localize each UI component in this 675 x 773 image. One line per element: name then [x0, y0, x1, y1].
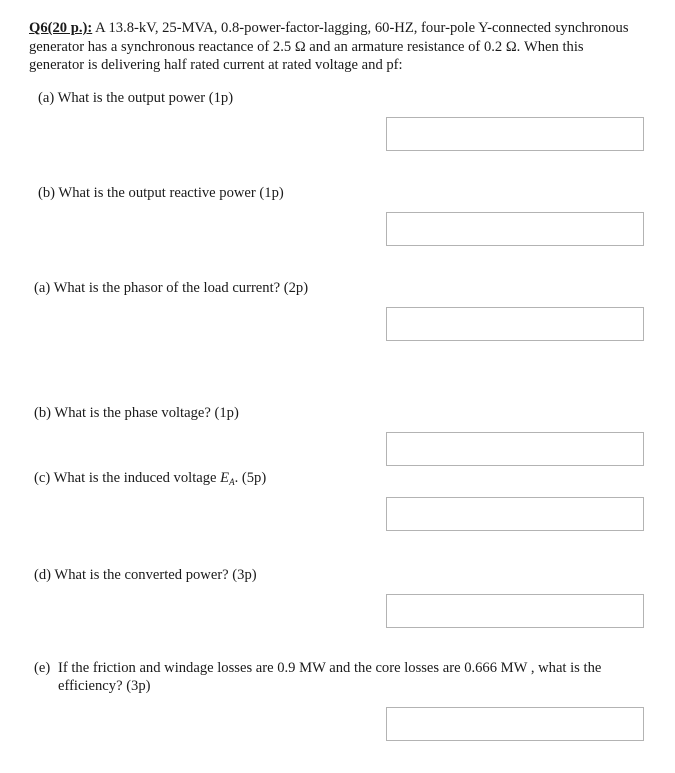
part-2-answer-box[interactable]: [386, 212, 644, 246]
part-text: What is the phasor of the load current? (2p): [53, 280, 309, 296]
part-1-answer-box[interactable]: [386, 117, 644, 151]
part-label: (c): [34, 470, 51, 486]
part-text: What is the output reactive power (1p): [58, 185, 284, 201]
part-7-prompt: [34, 659, 658, 695]
part-5-prompt: [34, 469, 266, 491]
part-1-prompt: [38, 89, 233, 107]
part-label: (b): [34, 405, 52, 421]
question-number: Q6(20 p.):: [29, 20, 93, 36]
part-label: (e): [34, 660, 51, 676]
induced-voltage-symbol: $E_A$: [220, 470, 235, 487]
part-text: What is the converted power? (3p): [54, 567, 257, 583]
part-6-prompt: [34, 566, 257, 584]
part-3-prompt: [34, 279, 308, 297]
part-label: (d): [34, 567, 52, 583]
part-4-answer-box[interactable]: [386, 432, 644, 466]
part-text-suffix: . (5p): [234, 470, 267, 486]
part-text: If the friction and windage losses are 0.9 MW and the core losses are 0.666 MW , what is the efficiency? (3p): [58, 660, 602, 694]
question-intro: [29, 19, 629, 75]
part-3-answer-box[interactable]: [386, 307, 644, 341]
part-label: (a): [34, 280, 51, 296]
part-text: What is the phase voltage? (1p): [54, 405, 239, 421]
part-label: (a): [38, 90, 55, 106]
part-5-answer-box[interactable]: [386, 497, 644, 531]
part-text: What is the induced voltage: [53, 470, 217, 486]
question-text: A 13.8-kV, 25-MVA, 0.8-power-factor-lagging, 60-HZ, four-pole Y-connected synchronous generator has a synchronous reactance of 2.5 Ω and an armature resistance of 0.2 Ω. When this generator is delivering half rated current at rated voltage and pf:: [29, 20, 629, 73]
part-label: (b): [38, 185, 56, 201]
part-text: What is the output power (1p): [57, 90, 234, 106]
part-7-answer-box[interactable]: [386, 707, 644, 741]
part-2-prompt: [38, 184, 284, 202]
part-6-answer-box[interactable]: [386, 594, 644, 628]
part-4-prompt: [34, 404, 239, 422]
